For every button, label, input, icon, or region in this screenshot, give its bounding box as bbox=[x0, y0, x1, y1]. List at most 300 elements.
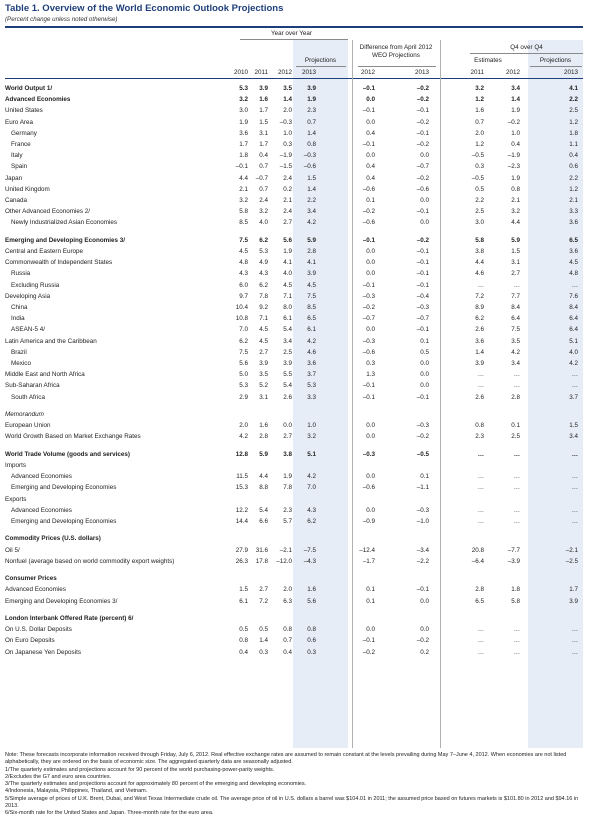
row-value: 4.2 bbox=[511, 348, 520, 356]
row-value: 7.8 bbox=[283, 484, 292, 492]
row-value: 0.0 bbox=[420, 626, 429, 634]
row-value: 0.0 bbox=[366, 118, 375, 126]
row-value: 0.1 bbox=[366, 197, 375, 204]
row-value: 6.5 bbox=[569, 236, 578, 244]
row-value: 5.2 bbox=[259, 382, 268, 390]
row-value: 5.8 bbox=[475, 236, 484, 244]
table-row bbox=[0, 325, 589, 335]
row-value: 3.6 bbox=[475, 337, 484, 345]
row-value: 4.4 bbox=[475, 259, 484, 267]
header-rule-q4-projections bbox=[530, 66, 582, 67]
table-row bbox=[0, 337, 589, 347]
row-value: … bbox=[477, 281, 484, 289]
row-value: 2.5 bbox=[569, 107, 578, 115]
row-value: 0.0 bbox=[366, 152, 375, 160]
row-label: On U.S. Dollar Deposits bbox=[5, 626, 72, 634]
row-value: –0.1 bbox=[362, 382, 375, 390]
row-value: 4.0 bbox=[569, 348, 578, 356]
table-row bbox=[0, 410, 589, 420]
row-value: … bbox=[513, 450, 520, 458]
row-value: –0.1 bbox=[362, 236, 375, 244]
row-value: 2.3 bbox=[283, 506, 292, 514]
row-label: Other Advanced Economies 2/ bbox=[5, 208, 91, 216]
row-value: 0.4 bbox=[259, 152, 268, 160]
row-value: 1.4 bbox=[307, 185, 316, 193]
row-value: –0.2 bbox=[507, 118, 520, 126]
row-value: 2.1 bbox=[511, 197, 520, 204]
table-row bbox=[0, 585, 589, 595]
row-value: 3.4 bbox=[511, 360, 520, 367]
row-value: 7.5 bbox=[239, 348, 248, 356]
row-value: 5.9 bbox=[259, 450, 268, 458]
row-value: –0.2 bbox=[416, 96, 429, 104]
row-value: –0.1 bbox=[416, 393, 429, 401]
row-value: 2.6 bbox=[475, 326, 484, 334]
row-value: … bbox=[571, 648, 578, 656]
row-value: –0.6 bbox=[362, 219, 375, 227]
table-row bbox=[0, 359, 589, 369]
row-label: France bbox=[11, 141, 31, 148]
header-q4-over-q4: Q4 over Q4 bbox=[510, 44, 543, 51]
row-value: 1.5 bbox=[569, 422, 578, 430]
row-label: India bbox=[11, 315, 25, 323]
footnote: 2/Excludes the G7 and euro area countries. bbox=[5, 773, 112, 780]
column-header-year: 2013 bbox=[301, 69, 316, 76]
row-value: –0.1 bbox=[416, 248, 429, 255]
row-value: … bbox=[513, 281, 520, 289]
row-value: 0.0 bbox=[366, 506, 375, 514]
row-label: Emerging and Developing Economies bbox=[11, 484, 117, 492]
row-label: Emerging and Developing Economies 3/ bbox=[5, 597, 118, 605]
row-value: 1.4 bbox=[259, 637, 268, 645]
row-value: –0.1 bbox=[362, 85, 375, 92]
row-value: 7.2 bbox=[259, 597, 268, 605]
row-label: World Growth Based on Market Exchange Rates bbox=[5, 433, 141, 441]
row-value: –0.3 bbox=[416, 304, 429, 311]
row-value: 6.2 bbox=[239, 337, 248, 345]
row-value: … bbox=[513, 371, 520, 379]
row-value: 7.5 bbox=[511, 326, 520, 334]
table-row bbox=[0, 185, 589, 195]
row-value: –2.3 bbox=[507, 163, 520, 171]
row-value: 1.8 bbox=[239, 152, 248, 160]
row-value: –0.1 bbox=[362, 141, 375, 148]
header-rule-projections bbox=[296, 66, 346, 67]
row-value: 7.8 bbox=[259, 292, 268, 300]
row-value: –2.2 bbox=[416, 557, 429, 565]
footnote: 6/Six-month rate for the United States and Japan. Three-month rate for the euro area. bbox=[5, 810, 214, 817]
row-value: 0.4 bbox=[283, 648, 292, 656]
row-value: 3.2 bbox=[239, 197, 248, 204]
row-value: 1.0 bbox=[511, 129, 520, 137]
row-value: 1.1 bbox=[569, 141, 578, 148]
row-value: 4.2 bbox=[307, 219, 316, 227]
row-value: –12.0 bbox=[276, 557, 292, 565]
row-value: … bbox=[477, 484, 484, 492]
row-value: 2.7 bbox=[283, 433, 292, 441]
row-value: 4.5 bbox=[259, 326, 268, 334]
row-label: Middle East and North Africa bbox=[5, 371, 85, 379]
row-label: Newly Industrialized Asian Economies bbox=[11, 219, 118, 227]
row-value: 2.7 bbox=[259, 586, 268, 594]
row-value: … bbox=[477, 473, 484, 481]
row-value: 1.4 bbox=[511, 96, 520, 104]
row-value: 1.2 bbox=[569, 185, 578, 193]
row-value: 7.7 bbox=[511, 292, 520, 300]
row-value: … bbox=[571, 518, 578, 525]
row-value: 5.3 bbox=[239, 382, 248, 390]
row-value: 5.6 bbox=[307, 597, 316, 605]
row-value: 3.8 bbox=[283, 450, 292, 458]
table-row bbox=[0, 314, 589, 324]
table-row bbox=[0, 432, 589, 442]
row-value: –0.3 bbox=[303, 152, 316, 160]
row-value: 0.0 bbox=[420, 219, 429, 227]
row-value: 0.0 bbox=[420, 360, 429, 367]
row-value: … bbox=[477, 626, 484, 634]
row-value: –2.1 bbox=[279, 546, 292, 554]
header-difference: Difference from April 2012 WEO Projections bbox=[359, 44, 433, 59]
row-value: 0.0 bbox=[366, 422, 375, 430]
row-value: 4.0 bbox=[259, 219, 268, 227]
header-rule-yoy bbox=[240, 39, 348, 40]
row-value: 4.0 bbox=[283, 270, 292, 278]
row-value: 8.5 bbox=[307, 304, 316, 311]
row-value: –0.7 bbox=[255, 174, 268, 182]
row-value: 3.9 bbox=[259, 360, 268, 367]
row-label: Mexico bbox=[11, 360, 31, 367]
row-value: 0.2 bbox=[283, 185, 292, 193]
column-header-year: 2011 bbox=[470, 69, 484, 76]
table-row bbox=[0, 140, 589, 150]
row-value: –0.3 bbox=[362, 450, 375, 458]
row-value: 26.3 bbox=[235, 557, 248, 565]
row-value: 7.1 bbox=[259, 315, 268, 323]
row-value: 0.0 bbox=[366, 433, 375, 441]
row-value: 4.9 bbox=[259, 259, 268, 267]
row-value: 5.4 bbox=[283, 326, 292, 334]
table-row bbox=[0, 292, 589, 302]
row-value: 4.4 bbox=[511, 219, 520, 227]
row-value: 4.4 bbox=[239, 174, 248, 182]
row-value: 6.0 bbox=[239, 281, 248, 289]
row-value: 0.1 bbox=[420, 337, 429, 345]
row-value: 1.9 bbox=[511, 174, 520, 182]
row-value: 3.9 bbox=[283, 360, 292, 367]
row-value: –0.2 bbox=[416, 141, 429, 148]
footnote: 4/Indonesia, Malaysia, Philippines, Thailand, and Vietnam. bbox=[5, 788, 148, 795]
row-value: 0.0 bbox=[366, 626, 375, 634]
row-value: 12.8 bbox=[235, 450, 248, 458]
row-value: 4.1 bbox=[307, 259, 316, 267]
row-value: 5.6 bbox=[283, 236, 292, 244]
row-value: … bbox=[477, 518, 484, 525]
row-label: London Interbank Offered Rate (percent) 6/ bbox=[5, 615, 134, 622]
table-row bbox=[0, 461, 589, 471]
row-value: 4.6 bbox=[475, 270, 484, 278]
row-value: –1.1 bbox=[416, 484, 429, 492]
row-value: 6.2 bbox=[475, 315, 484, 323]
row-value: 2.7 bbox=[259, 348, 268, 356]
row-value: 7.0 bbox=[239, 326, 248, 334]
row-value: –3.4 bbox=[416, 546, 429, 554]
row-value: 1.7 bbox=[239, 141, 248, 148]
row-value: 1.5 bbox=[511, 248, 520, 255]
row-value: … bbox=[571, 382, 578, 390]
row-label: Commonwealth of Independent States bbox=[5, 259, 113, 267]
row-value: 1.4 bbox=[307, 129, 316, 137]
row-value: 0.5 bbox=[420, 348, 429, 356]
row-value: –0.1 bbox=[362, 637, 375, 645]
row-value: … bbox=[513, 637, 520, 645]
row-label: World Output 1/ bbox=[5, 85, 53, 92]
column-header-year: 2012 bbox=[360, 69, 375, 76]
row-value: 5.4 bbox=[259, 506, 268, 514]
footnote: 1/The quarterly estimates and projections account for 90 percent of the world purchasing-power-parity weights. bbox=[5, 766, 275, 773]
row-value: 7.6 bbox=[569, 292, 578, 300]
column-header-year: 2010 bbox=[233, 69, 248, 76]
row-value: –0.1 bbox=[362, 107, 375, 115]
table-row bbox=[0, 84, 589, 94]
row-value: … bbox=[513, 382, 520, 390]
row-value: 0.4 bbox=[569, 152, 578, 160]
row-value: 11.5 bbox=[236, 473, 248, 481]
row-value: 5.3 bbox=[307, 382, 316, 390]
table-row bbox=[0, 421, 589, 431]
table-title: Table 1. Overview of the World Economic Outlook Projections bbox=[5, 3, 284, 14]
row-label: Russia bbox=[11, 270, 31, 278]
header-estimates: Estimates bbox=[474, 57, 502, 64]
table-row bbox=[0, 517, 589, 527]
row-value: 3.8 bbox=[475, 248, 484, 255]
row-value: 3.9 bbox=[569, 597, 578, 605]
row-value: –0.3 bbox=[362, 337, 375, 345]
row-value: 2.6 bbox=[475, 393, 484, 401]
row-label: Advanced Economies bbox=[5, 586, 66, 594]
row-value: 3.7 bbox=[307, 371, 316, 379]
row-value: 2.6 bbox=[283, 393, 292, 401]
table-row bbox=[0, 196, 589, 206]
row-value: 2.0 bbox=[475, 129, 484, 137]
row-value: 4.8 bbox=[239, 259, 248, 267]
row-value: –0.1 bbox=[235, 163, 248, 171]
row-value: 1.2 bbox=[569, 118, 578, 126]
row-label: Emerging and Developing Economies 3/ bbox=[5, 236, 126, 244]
row-value: 0.0 bbox=[420, 371, 429, 379]
row-value: 10.8 bbox=[235, 315, 248, 323]
row-value: –0.1 bbox=[416, 586, 429, 594]
table-row bbox=[0, 648, 589, 658]
row-value: 0.6 bbox=[569, 163, 578, 171]
row-value: –1.9 bbox=[507, 152, 520, 160]
table-row bbox=[0, 495, 589, 505]
row-value: 2.8 bbox=[259, 433, 268, 441]
row-label: Germany bbox=[11, 129, 37, 137]
row-value: 12.2 bbox=[235, 506, 248, 514]
row-value: … bbox=[513, 648, 520, 656]
row-value: 3.9 bbox=[259, 85, 268, 92]
header-q4-projections: Projections bbox=[539, 57, 572, 64]
row-value: 2.0 bbox=[283, 107, 292, 115]
row-value: 7.2 bbox=[475, 292, 484, 300]
row-value: –0.2 bbox=[416, 637, 429, 645]
row-label: Latin America and the Caribbean bbox=[5, 337, 97, 345]
row-value: 2.1 bbox=[569, 197, 578, 204]
row-label: Central and Eastern Europe bbox=[5, 248, 84, 255]
table-row bbox=[0, 506, 589, 516]
row-value: 2.7 bbox=[283, 219, 292, 227]
row-value: 1.8 bbox=[511, 586, 520, 594]
row-value: 4.8 bbox=[569, 270, 578, 278]
row-value: 4.5 bbox=[307, 281, 316, 289]
row-value: 1.3 bbox=[366, 371, 375, 379]
row-value: –0.3 bbox=[416, 422, 429, 430]
row-value: –0.2 bbox=[416, 85, 429, 92]
row-value: 2.1 bbox=[239, 185, 248, 193]
row-value: 1.9 bbox=[283, 473, 292, 481]
row-value: 27.9 bbox=[235, 546, 248, 554]
row-value: 0.8 bbox=[307, 141, 316, 148]
footnote: 5/Simple average of prices of U.K. Brent, Dubai, and West Texas Intermediate crude oil. The average price of oil in U.S. dollars a barrel was $104.01 in 2011; the assumed price based on futures markets is $101.80 in 2012 and $94.16 in 2013. bbox=[5, 795, 579, 810]
row-value: 5.7 bbox=[283, 518, 292, 525]
row-value: –0.1 bbox=[416, 270, 429, 278]
row-value: 3.0 bbox=[239, 107, 248, 115]
row-value: –0.6 bbox=[416, 185, 429, 193]
row-value: –1.7 bbox=[362, 557, 375, 565]
row-value: 2.3 bbox=[307, 107, 316, 115]
row-value: 3.6 bbox=[239, 129, 248, 137]
row-value: 6.2 bbox=[307, 518, 316, 525]
row-value: 2.7 bbox=[511, 270, 520, 278]
row-value: 0.0 bbox=[420, 597, 429, 605]
row-value: … bbox=[513, 518, 520, 525]
row-value: –6.4 bbox=[471, 557, 484, 565]
row-value: 6.4 bbox=[511, 315, 520, 323]
row-value: 0.1 bbox=[511, 422, 520, 430]
row-value: 17.8 bbox=[255, 557, 268, 565]
row-label: World Trade Volume (goods and services) bbox=[5, 450, 131, 458]
row-value: … bbox=[571, 484, 578, 492]
row-value: 0.0 bbox=[366, 270, 375, 278]
row-value: 0.3 bbox=[283, 141, 292, 148]
row-value: –0.2 bbox=[362, 304, 375, 311]
row-value: 6.2 bbox=[259, 281, 268, 289]
row-value: 0.4 bbox=[511, 141, 520, 148]
table-row bbox=[0, 174, 589, 184]
row-value: 7.5 bbox=[307, 292, 316, 300]
row-value: –2.5 bbox=[565, 557, 578, 565]
row-value: … bbox=[571, 371, 578, 379]
row-value: 10.4 bbox=[235, 304, 248, 311]
row-value: –0.2 bbox=[416, 433, 429, 441]
row-value: 7.5 bbox=[239, 236, 248, 244]
row-value: 20.8 bbox=[471, 546, 484, 554]
row-value: 5.6 bbox=[239, 360, 248, 367]
row-value: –0.1 bbox=[416, 107, 429, 115]
row-value: 8.8 bbox=[259, 484, 268, 492]
row-value: 3.5 bbox=[283, 85, 292, 92]
row-value: 3.2 bbox=[239, 96, 248, 104]
row-value: 9.7 bbox=[239, 292, 248, 300]
row-value: 1.9 bbox=[511, 107, 520, 115]
row-value: … bbox=[571, 637, 578, 645]
row-value: 6.1 bbox=[283, 315, 292, 323]
column-header-year: 2012 bbox=[505, 69, 520, 76]
header-projections: Projections bbox=[304, 57, 337, 64]
row-value: 1.5 bbox=[239, 586, 248, 594]
row-value: 0.5 bbox=[259, 626, 268, 634]
row-value: 4.1 bbox=[569, 85, 578, 92]
row-value: 0.3 bbox=[366, 360, 375, 367]
footnotes bbox=[5, 752, 580, 818]
row-value: … bbox=[477, 637, 484, 645]
row-value: … bbox=[513, 473, 520, 481]
row-value: 8.4 bbox=[569, 304, 578, 311]
table-row bbox=[0, 625, 589, 635]
row-label: Canada bbox=[5, 197, 28, 204]
row-value: 3.5 bbox=[259, 371, 268, 379]
row-value: 5.1 bbox=[569, 337, 578, 345]
row-value: –0.3 bbox=[279, 118, 292, 126]
row-value: 4.2 bbox=[569, 360, 578, 367]
row-value: … bbox=[513, 484, 520, 492]
row-value: 3.7 bbox=[569, 393, 578, 401]
row-value: 3.6 bbox=[307, 360, 316, 367]
row-value: –0.5 bbox=[471, 152, 484, 160]
row-value: … bbox=[477, 382, 484, 390]
title-rule bbox=[5, 26, 583, 28]
row-value: 3.2 bbox=[307, 433, 316, 441]
row-value: 3.9 bbox=[475, 360, 484, 367]
row-value: 14.4 bbox=[235, 518, 248, 525]
row-label: United States bbox=[5, 107, 43, 115]
row-value: 0.8 bbox=[475, 422, 484, 430]
row-value: 1.4 bbox=[475, 348, 484, 356]
row-value: … bbox=[477, 450, 484, 458]
row-value: 0.4 bbox=[366, 163, 375, 171]
row-value: 1.2 bbox=[475, 141, 484, 148]
row-value: 0.4 bbox=[366, 129, 375, 137]
row-value: 0.7 bbox=[259, 163, 268, 171]
row-label: Italy bbox=[11, 152, 23, 160]
row-value: –0.2 bbox=[416, 174, 429, 182]
table-row bbox=[0, 370, 589, 380]
row-value: 4.3 bbox=[307, 506, 316, 514]
column-header-year: 2012 bbox=[277, 69, 292, 76]
row-value: 1.9 bbox=[239, 118, 248, 126]
row-label: European Union bbox=[5, 422, 51, 430]
row-value: 8.5 bbox=[239, 219, 248, 227]
row-value: 1.7 bbox=[569, 586, 578, 594]
header-rule-difference bbox=[358, 66, 436, 67]
table-row bbox=[0, 546, 589, 556]
row-value: 4.3 bbox=[239, 270, 248, 278]
row-value: 3.1 bbox=[259, 393, 268, 401]
row-value: –0.1 bbox=[362, 281, 375, 289]
row-value: 3.9 bbox=[307, 85, 316, 92]
row-value: –0.1 bbox=[416, 281, 429, 289]
table-row bbox=[0, 636, 589, 646]
row-value: … bbox=[571, 626, 578, 634]
row-value: 1.6 bbox=[475, 107, 484, 115]
row-label: Euro Area bbox=[5, 118, 34, 126]
row-value: –1.9 bbox=[279, 152, 292, 160]
table-row bbox=[0, 483, 589, 493]
table-row bbox=[0, 218, 589, 228]
row-value: 7.1 bbox=[283, 292, 292, 300]
row-value: 0.0 bbox=[366, 96, 375, 104]
table-row bbox=[0, 207, 589, 217]
